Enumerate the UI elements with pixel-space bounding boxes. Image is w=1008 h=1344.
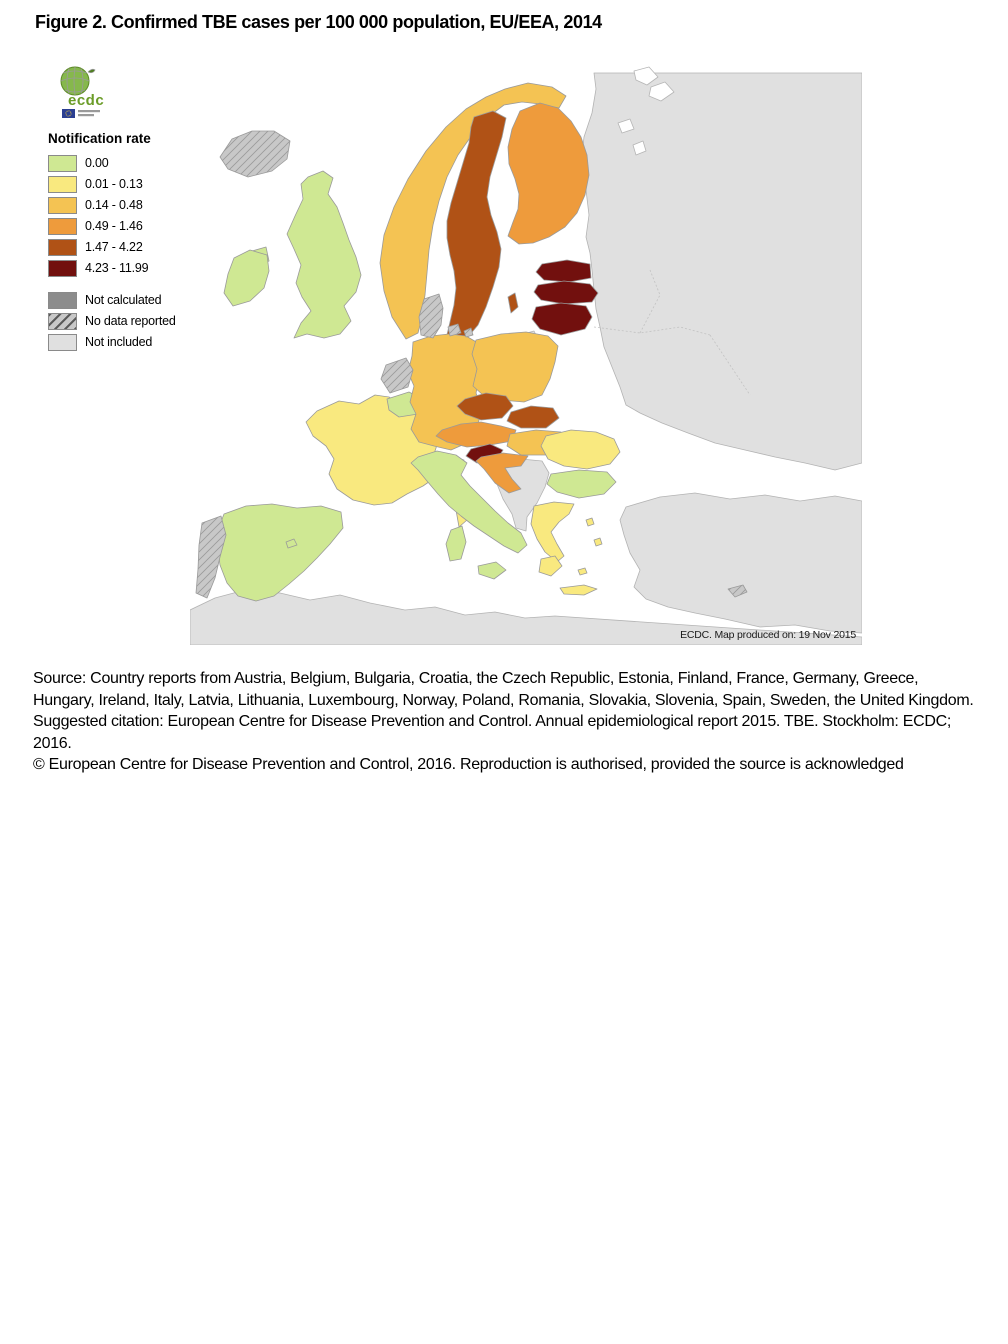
country-latvia — [534, 281, 598, 304]
legend-item — [48, 334, 208, 350]
country-ireland — [224, 250, 269, 306]
ecdc-logo — [50, 64, 130, 122]
legend-swatch — [48, 197, 77, 214]
legend-label: 4.23 - 11.99 — [85, 261, 149, 275]
legend-swatch — [48, 334, 77, 351]
legend-swatch — [48, 155, 77, 172]
ecdc-globe-icon — [50, 64, 130, 122]
legend-label: 0.14 - 0.48 — [85, 198, 143, 212]
map-legend — [48, 131, 208, 355]
country-bulgaria — [547, 470, 616, 498]
legend-item — [48, 176, 208, 192]
legend-swatch — [48, 313, 77, 330]
eu-flag-icon — [62, 109, 75, 118]
country-netherlands — [381, 358, 413, 393]
legend-item — [48, 197, 208, 213]
country-turkey — [620, 493, 862, 633]
country-romania — [541, 430, 620, 469]
map-credit: ECDC. Map produced on: 19 Nov 2015 — [680, 629, 856, 641]
country-estonia — [536, 260, 591, 282]
country-iceland — [220, 131, 290, 177]
citation-note: Suggested citation: European Centre for Disease Prevention and Control. Annual epidemiological report 2015. TBE. Stockholm: ECDC; 2016. — [33, 713, 951, 752]
country-finland — [508, 103, 589, 244]
legend-swatch — [48, 218, 77, 235]
legend-swatch — [48, 260, 77, 277]
legend-item — [48, 239, 208, 255]
legend-item — [48, 292, 208, 308]
figure-notes — [33, 668, 983, 776]
copyright-note: © European Centre for Disease Prevention and Control, 2016. Reproduction is authorised, provided the source is acknowledged — [33, 756, 904, 773]
legend-item — [48, 218, 208, 234]
legend-item — [48, 313, 208, 329]
legend-swatch — [48, 239, 77, 256]
country-spain — [217, 504, 343, 601]
country-lithuania — [532, 303, 592, 335]
country-greece — [531, 502, 602, 595]
legend-label: No data reported — [85, 314, 176, 328]
legend-label: Not calculated — [85, 293, 162, 307]
legend-label: 0.49 - 1.46 — [85, 219, 143, 233]
europe-map — [190, 65, 862, 645]
figure-title: Figure 2. Confirmed TBE cases per 100 000 population, EU/EEA, 2014 — [35, 12, 602, 32]
legend-label: Not included — [85, 335, 153, 349]
europe-choropleth — [190, 65, 862, 645]
country-slovakia — [507, 406, 559, 428]
legend-item — [48, 155, 208, 171]
legend-swatch — [48, 292, 77, 309]
legend-title: Notification rate — [48, 131, 151, 146]
legend-label: 1.47 - 4.22 — [85, 240, 143, 254]
country-poland — [472, 332, 558, 402]
svg-text:ecdc: ecdc — [68, 92, 105, 109]
legend-label: 0.01 - 0.13 — [85, 177, 143, 191]
country-gotland — [508, 293, 518, 313]
source-note: Source: Country reports from Austria, Belgium, Bulgaria, Croatia, the Czech Republic, Estonia, Finland, France, Germany, Greece, Hungary, Ireland, Italy, Latvia, Lithuania, Luxembourg, Norway, Poland, Romania, Slovakia, Slovenia, Spain, Sweden, the United Kingdom. — [33, 670, 974, 709]
legend-swatch — [48, 176, 77, 193]
legend-item — [48, 260, 208, 276]
legend-label: 0.00 — [85, 156, 109, 170]
